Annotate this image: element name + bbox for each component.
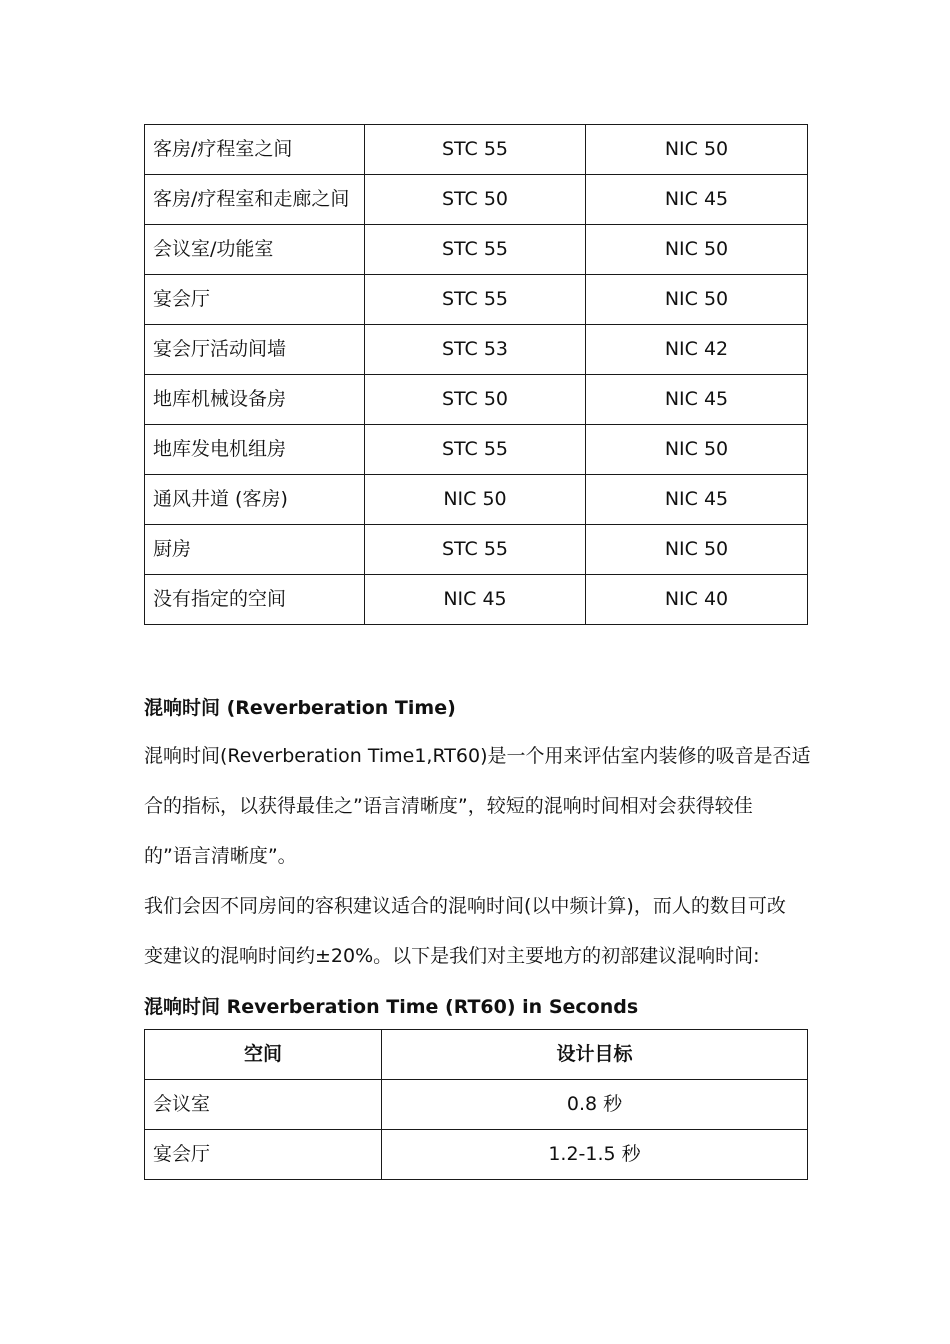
space-cell: 宴会厅活动间墙 — [145, 325, 365, 375]
sound-insulation-table — [144, 124, 808, 625]
paragraph-line: 混响时间(Reverberation Time1,RT60)是一个用来评估室内装修的吸音是否适 — [144, 745, 811, 767]
space-cell: 地库发电机组房 — [145, 425, 365, 475]
stc-cell: STC 50 — [365, 375, 586, 425]
stc-cell: NIC 50 — [365, 475, 586, 525]
reverberation-time-table — [144, 1029, 808, 1180]
table-row — [145, 475, 808, 525]
table-row — [145, 425, 808, 475]
paragraph-room-volume — [144, 881, 808, 981]
space-cell: 没有指定的空间 — [145, 575, 365, 625]
table-title: 混响时间 Reverberation Time (RT60) in Seconds — [144, 996, 639, 1018]
space-cell: 宴会厅 — [145, 1130, 382, 1180]
target-cell: 1.2-1.5 秒 — [382, 1130, 808, 1180]
space-cell: 地库机械设备房 — [145, 375, 365, 425]
header-design-target: 设计目标 — [382, 1030, 808, 1080]
nic-cell: NIC 45 — [586, 475, 808, 525]
paragraph-line: 合的指标，以获得最佳之”语言清晰度”，较短的混响时间相对会获得较佳 — [144, 795, 753, 817]
table-row — [145, 1130, 808, 1180]
section-heading: 混响时间 (Reverberation Time) — [144, 697, 456, 719]
paragraph-reverberation-intro — [144, 731, 811, 881]
stc-cell: STC 55 — [365, 525, 586, 575]
nic-cell: NIC 40 — [586, 575, 808, 625]
table-header-row — [145, 1030, 808, 1080]
table-row — [145, 575, 808, 625]
table-row — [145, 175, 808, 225]
space-cell: 客房/疗程室和走廊之间 — [145, 175, 365, 225]
table-row — [145, 275, 808, 325]
paragraph-line: 我们会因不同房间的容积建议适合的混响时间(以中频计算)，而人的数目可改 — [144, 895, 786, 917]
stc-cell: STC 55 — [365, 125, 586, 175]
stc-cell: STC 55 — [365, 225, 586, 275]
stc-cell: STC 53 — [365, 325, 586, 375]
space-cell: 通风井道 (客房) — [145, 475, 365, 525]
space-cell: 会议室/功能室 — [145, 225, 365, 275]
stc-cell: STC 55 — [365, 275, 586, 325]
paragraph-line: 变建议的混响时间约±20%。以下是我们对主要地方的初部建议混响时间: — [144, 945, 760, 967]
nic-cell: NIC 50 — [586, 525, 808, 575]
table-row — [145, 125, 808, 175]
space-cell: 客房/疗程室之间 — [145, 125, 365, 175]
nic-cell: NIC 50 — [586, 125, 808, 175]
nic-cell: NIC 50 — [586, 425, 808, 475]
table-row — [145, 375, 808, 425]
stc-cell: NIC 45 — [365, 575, 586, 625]
table-row — [145, 525, 808, 575]
space-cell: 会议室 — [145, 1080, 382, 1130]
stc-cell: STC 55 — [365, 425, 586, 475]
nic-cell: NIC 42 — [586, 325, 808, 375]
table-row — [145, 225, 808, 275]
table-row — [145, 1080, 808, 1130]
paragraph-line: 的”语言清晰度”。 — [144, 845, 297, 867]
nic-cell: NIC 45 — [586, 175, 808, 225]
space-cell: 厨房 — [145, 525, 365, 575]
stc-cell: STC 50 — [365, 175, 586, 225]
nic-cell: NIC 45 — [586, 375, 808, 425]
space-cell: 宴会厅 — [145, 275, 365, 325]
header-space: 空间 — [145, 1030, 382, 1080]
table-row — [145, 325, 808, 375]
nic-cell: NIC 50 — [586, 225, 808, 275]
nic-cell: NIC 50 — [586, 275, 808, 325]
target-cell: 0.8 秒 — [382, 1080, 808, 1130]
